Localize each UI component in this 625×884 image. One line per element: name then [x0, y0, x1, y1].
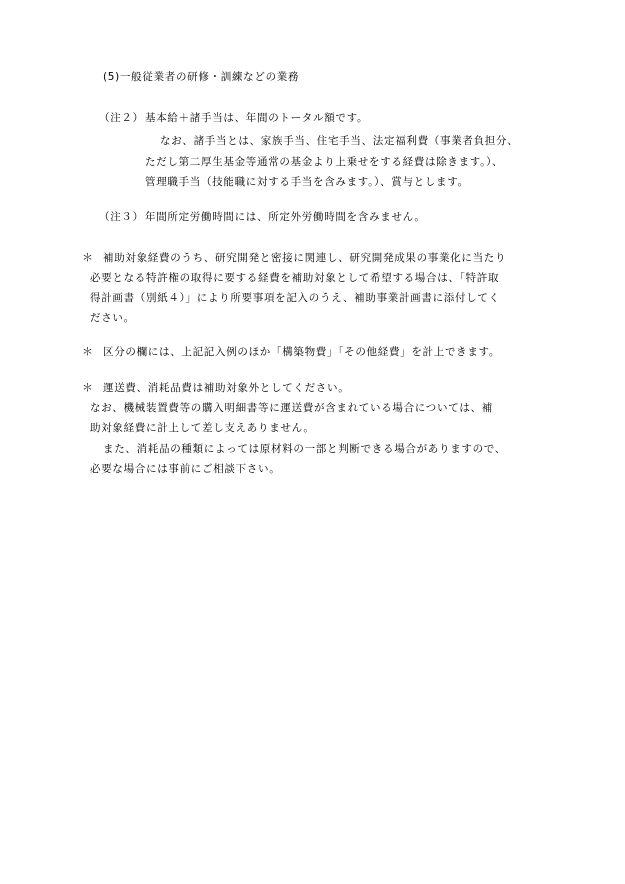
- section-item-5: (5)一般従業者の研修・訓練などの業務: [103, 71, 300, 83]
- bullet-3-line: 助対象経費に計上して差し支えありません。: [90, 422, 315, 434]
- note-3-label: （注３）: [99, 211, 144, 223]
- bullet-1-line: ださい。: [90, 312, 135, 324]
- note-3-line: 年間所定労働時間には、所定外労働時間を含みません。: [145, 211, 426, 223]
- note-2-line: なお、諸手当とは、家族手当、住宅手当、法定福利費（事業者負担分、: [160, 135, 519, 147]
- bullet-3-line: 運送費、消耗品費は補助対象外としてください。: [103, 382, 350, 394]
- bullet-3-line: 必要な場合には事前にご相談下さい。: [90, 463, 281, 475]
- bullet-1-line: 必要となる特許権の取得に要する経費を補助対象として希望する場合は、「特許取: [90, 272, 500, 284]
- bullet-1-line: 補助対象経費のうち、研究開発と密接に関連し、研究開発成果の事業化に当たり: [103, 252, 507, 264]
- bullet-2-line: 区分の欄には、上記記入例のほか「構築物費」「その他経費」を計上できます。: [103, 346, 501, 358]
- note-2-label: （注２）: [99, 112, 144, 124]
- bullet-1-line: 得計画書（別紙４）」により所要事項を記入のうえ、補助事業計画書に添付してく: [90, 292, 500, 304]
- bullet-3-line: また、消耗品の種類によっては原材料の一部と判断できる場合がありますので、: [103, 443, 506, 455]
- note-2-line: ただし第二厚生基金等通常の基金より上乗せをする経費は除きます。）、: [145, 156, 504, 168]
- note-2-line: 管理職手当（技能職に対する手当を含みます。）、賞与とします。: [145, 176, 469, 188]
- bullet-3-line: なお、機械装置費等の購入明細書等に運送費が含まれている場合については、補: [90, 402, 493, 414]
- bullet-asterisk: ＊: [82, 345, 93, 358]
- bullet-asterisk: ＊: [82, 381, 93, 394]
- note-2-line: 基本給＋諸手当は、年間のトータル額です。: [145, 112, 369, 124]
- bullet-asterisk: ＊: [82, 251, 93, 264]
